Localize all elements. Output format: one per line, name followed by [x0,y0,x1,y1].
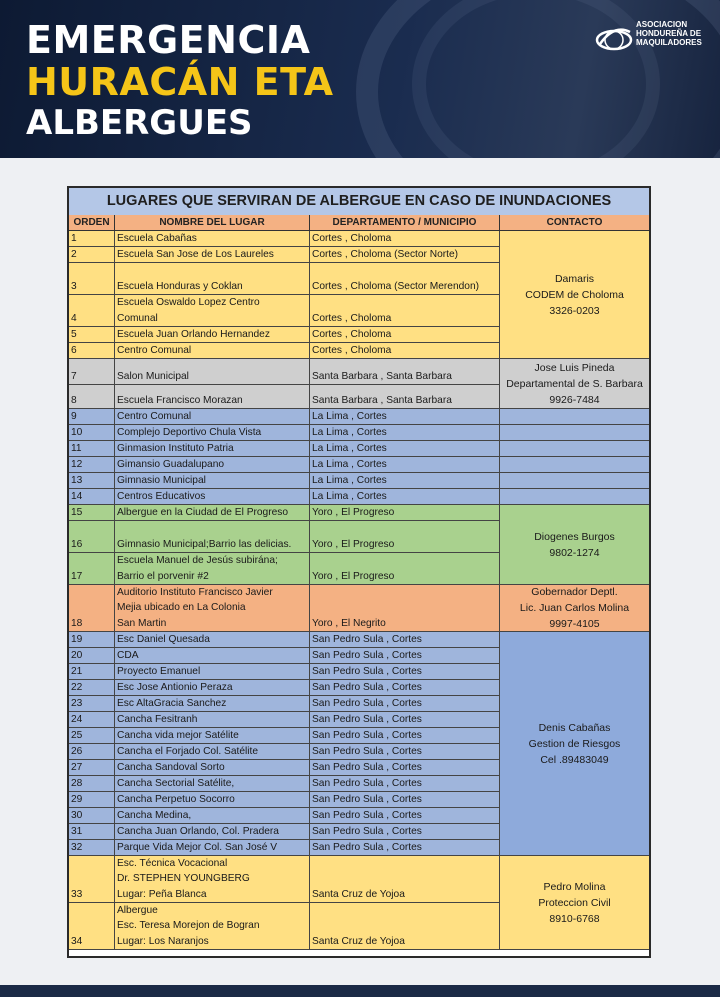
cell-nombre: Esc AltaGracia Sanchez [115,696,310,712]
cell-contacto: Denis Cabañas Gestion de Riesgos Cel .89483049 [500,632,649,856]
cell-nombre: Escuela Honduras y Coklan [115,263,310,295]
cell-orden: 11 [69,441,115,457]
cell-nombre: Parque Vida Mejor Col. San José V [115,840,310,856]
cell-nombre: Gimnasio Municipal;Barrio las delicias. [115,521,310,553]
cell-orden: 6 [69,343,115,359]
headline-albergues: ALBERGUES [26,103,253,143]
cell-nombre: Escuela San Jose de Los Laureles [115,247,310,263]
cell-nombre: Centro Comunal [115,409,310,425]
cell-orden: 25 [69,728,115,744]
cell-orden: 27 [69,760,115,776]
cell-orden: 23 [69,696,115,712]
cell-departamento: San Pedro Sula , Cortes [310,712,500,728]
cell-departamento: Santa Cruz de Yojoa [310,903,500,950]
column-header-nombre: NOMBRE DEL LUGAR [115,215,310,231]
cell-contacto [500,473,649,489]
logo-text: ASOCIACION HONDUREÑA DE MAQUILADORES [636,20,702,47]
cell-departamento: Cortes , Choloma [310,295,500,327]
cell-orden: 34 [69,903,115,950]
cell-departamento: Cortes , Choloma [310,327,500,343]
cell-contacto [500,489,649,505]
cell-nombre: Esc. Técnica Vocacional Dr. STEPHEN YOUNGBERG Lugar: Peña Blanca [115,856,310,903]
cell-orden: 15 [69,505,115,521]
cell-orden: 29 [69,792,115,808]
cell-departamento: La Lima , Cortes [310,457,500,473]
column-header-departamento: DEPARTAMENTO / MUNICIPIO [310,215,500,231]
cell-nombre: Cancha Perpetuo Socorro [115,792,310,808]
cell-orden: 12 [69,457,115,473]
cell-orden: 13 [69,473,115,489]
cell-nombre: Cancha Fesitranh [115,712,310,728]
cell-departamento: San Pedro Sula , Cortes [310,744,500,760]
cell-departamento: San Pedro Sula , Cortes [310,728,500,744]
cell-departamento: Cortes , Choloma [310,231,500,247]
cell-orden: 7 [69,359,115,385]
cell-orden: 4 [69,295,115,327]
cell-contacto: Diogenes Burgos 9802-1274 [500,505,649,585]
cell-nombre: Albergue Esc. Teresa Morejon de Bogran Lugar: Los Naranjos [115,903,310,950]
cell-departamento: San Pedro Sula , Cortes [310,824,500,840]
cell-orden: 1 [69,231,115,247]
cell-departamento: Cortes , Choloma (Sector Norte) [310,247,500,263]
cell-contacto [500,425,649,441]
column-header-orden: ORDEN [69,215,115,231]
cell-nombre: Auditorio Instituto Francisco Javier Mejia ubicado en La Colonia San Martin [115,585,310,632]
cell-nombre: Cancha Sandoval Sorto [115,760,310,776]
cell-contacto [500,457,649,473]
footer-bar [0,985,720,997]
cell-departamento: San Pedro Sula , Cortes [310,664,500,680]
cell-nombre: Complejo Deportivo Chula Vista [115,425,310,441]
headline-emergencia: EMERGENCIA [26,18,311,62]
cell-nombre: Cancha vida mejor Satélite [115,728,310,744]
cell-departamento: La Lima , Cortes [310,425,500,441]
cell-orden: 19 [69,632,115,648]
cell-nombre: Centro Comunal [115,343,310,359]
cell-orden: 8 [69,385,115,409]
cell-nombre: Esc Jose Antionio Peraza [115,680,310,696]
cell-orden: 20 [69,648,115,664]
cell-departamento: La Lima , Cortes [310,409,500,425]
cell-departamento: Yoro , El Negrito [310,585,500,632]
cell-departamento: Santa Barbara , Santa Barbara [310,385,500,409]
cell-orden: 30 [69,808,115,824]
cell-orden: 14 [69,489,115,505]
cell-nombre: Cancha Juan Orlando, Col. Pradera [115,824,310,840]
cell-nombre: Escuela Oswaldo Lopez Centro Comunal [115,295,310,327]
cell-contacto: Damaris CODEM de Choloma 3326-0203 [500,231,649,359]
cell-orden: 17 [69,553,115,585]
headline-huracan-eta: HURACÁN ETA [26,60,334,104]
cell-departamento: San Pedro Sula , Cortes [310,808,500,824]
cell-departamento: Santa Cruz de Yojoa [310,856,500,903]
cell-nombre: Escuela Manuel de Jesús subirána; Barrio el porvenir #2 [115,553,310,585]
cell-nombre: Proyecto Emanuel [115,664,310,680]
cell-orden: 10 [69,425,115,441]
cell-departamento: San Pedro Sula , Cortes [310,840,500,856]
cell-nombre: Escuela Juan Orlando Hernandez [115,327,310,343]
cell-nombre: Albergue en la Ciudad de El Progreso [115,505,310,521]
cell-contacto: Gobernador Deptl. Lic. Juan Carlos Molina 9997-4105 [500,585,649,632]
cell-departamento: San Pedro Sula , Cortes [310,648,500,664]
table-title: LUGARES QUE SERVIRAN DE ALBERGUE EN CASO DE INUNDACIONES [69,188,649,216]
cell-contacto [500,441,649,457]
cell-nombre: Cancha Medina, [115,808,310,824]
cell-nombre: Gimansio Guadalupano [115,457,310,473]
cell-orden: 31 [69,824,115,840]
cell-orden: 32 [69,840,115,856]
cell-orden: 33 [69,856,115,903]
cell-departamento: San Pedro Sula , Cortes [310,632,500,648]
cell-departamento: Yoro , El Progreso [310,521,500,553]
cell-departamento: La Lima , Cortes [310,441,500,457]
cell-departamento: La Lima , Cortes [310,473,500,489]
cell-nombre: Escuela Cabañas [115,231,310,247]
cell-departamento: Santa Barbara , Santa Barbara [310,359,500,385]
cell-orden: 18 [69,585,115,632]
cell-orden: 26 [69,744,115,760]
cell-departamento: San Pedro Sula , Cortes [310,760,500,776]
cell-departamento: San Pedro Sula , Cortes [310,792,500,808]
cell-orden: 5 [69,327,115,343]
cell-nombre: Ginmasion Instituto Patria [115,441,310,457]
cell-departamento: Cortes , Choloma (Sector Merendon) [310,263,500,295]
cell-orden: 9 [69,409,115,425]
cell-departamento: San Pedro Sula , Cortes [310,776,500,792]
cell-orden: 16 [69,521,115,553]
cell-nombre: Esc Daniel Quesada [115,632,310,648]
shelters-table [67,186,651,958]
cell-departamento: Cortes , Choloma [310,343,500,359]
cell-orden: 3 [69,263,115,295]
cell-departamento: San Pedro Sula , Cortes [310,680,500,696]
cell-orden: 24 [69,712,115,728]
cell-departamento: Yoro , El Progreso [310,553,500,585]
cell-departamento: Yoro , El Progreso [310,505,500,521]
cell-nombre: Escuela Francisco Morazan [115,385,310,409]
cell-nombre: Gimnasio Municipal [115,473,310,489]
cell-nombre: Cancha Sectorial Satélite, [115,776,310,792]
cell-nombre: CDA [115,648,310,664]
cell-orden: 28 [69,776,115,792]
globe-icon [594,24,634,52]
cell-orden: 2 [69,247,115,263]
cell-orden: 22 [69,680,115,696]
cell-departamento: San Pedro Sula , Cortes [310,696,500,712]
cell-departamento: La Lima , Cortes [310,489,500,505]
cell-contacto [500,409,649,425]
cell-nombre: Centros Educativos [115,489,310,505]
header-banner [0,0,720,158]
ahm-logo [594,20,714,60]
cell-nombre: Cancha el Forjado Col. Satélite [115,744,310,760]
cell-contacto: Jose Luis Pineda Departamental de S. Barbara 9926-7484 [500,359,649,409]
cell-nombre: Salon Municipal [115,359,310,385]
column-header-contacto: CONTACTO [500,215,649,231]
cell-contacto: Pedro Molina Proteccion Civil 8910-6768 [500,856,649,950]
cell-orden: 21 [69,664,115,680]
